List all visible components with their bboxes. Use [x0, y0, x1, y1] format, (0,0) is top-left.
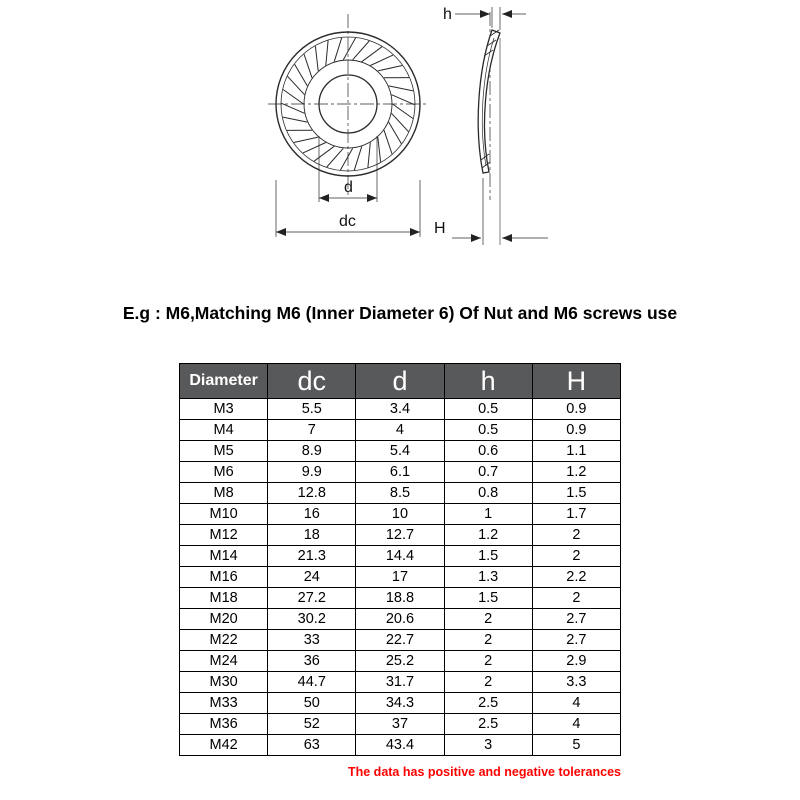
value-cell: 31.7 [356, 672, 444, 693]
dimension-H [434, 38, 548, 245]
diameter-cell: M33 [180, 693, 268, 714]
value-cell: 4 [532, 714, 620, 735]
washer-profile [478, 30, 500, 173]
serration-line [389, 122, 402, 144]
serration-line [353, 41, 370, 60]
diameter-cell: M20 [180, 609, 268, 630]
label-H: H [434, 220, 446, 237]
diameter-cell: M3 [180, 399, 268, 420]
side-view [478, 12, 500, 200]
serration-line [294, 137, 318, 142]
value-cell: 10 [356, 504, 444, 525]
diameter-cell: M30 [180, 672, 268, 693]
serration-line [389, 86, 414, 91]
value-cell: 2 [444, 630, 532, 651]
value-cell: 50 [268, 693, 356, 714]
washer-technical-drawing [0, 0, 800, 275]
serration-line [334, 38, 342, 62]
serration-line [283, 90, 303, 105]
value-cell: 8.5 [356, 483, 444, 504]
diameter-cell: M24 [180, 651, 268, 672]
value-cell: 37 [356, 714, 444, 735]
value-cell: 1.5 [444, 546, 532, 567]
value-cell: 43.4 [356, 735, 444, 756]
column-header-h: h [444, 364, 532, 399]
value-cell: 2 [532, 525, 620, 546]
diameter-cell: M16 [180, 567, 268, 588]
dimension-table [179, 363, 621, 756]
serration-line [392, 113, 409, 131]
value-cell: 22.7 [356, 630, 444, 651]
diameter-cell: M12 [180, 525, 268, 546]
value-cell: 1.7 [532, 504, 620, 525]
value-cell: 12.8 [268, 483, 356, 504]
value-cell: 1.5 [444, 588, 532, 609]
diameter-cell: M42 [180, 735, 268, 756]
diameter-cell: M4 [180, 420, 268, 441]
serration-line [343, 38, 355, 60]
value-cell: 8.9 [268, 441, 356, 462]
value-cell: 2 [532, 588, 620, 609]
value-cell: 12.7 [356, 525, 444, 546]
value-cell: 2 [444, 651, 532, 672]
table-row [180, 609, 621, 630]
table-row [180, 651, 621, 672]
label-d: d [344, 179, 353, 196]
diameter-cell: M8 [180, 483, 268, 504]
serration-line [393, 104, 413, 119]
value-cell: 2.5 [444, 693, 532, 714]
value-cell: 1 [444, 504, 532, 525]
front-view [268, 14, 428, 196]
value-cell: 2.5 [444, 714, 532, 735]
value-cell: 2 [532, 546, 620, 567]
value-cell: 14.4 [356, 546, 444, 567]
table-row [180, 420, 621, 441]
serration-line [314, 146, 334, 161]
value-cell: 21.3 [268, 546, 356, 567]
value-cell: 6.1 [356, 462, 444, 483]
value-cell: 7 [268, 420, 356, 441]
value-cell: 0.5 [444, 420, 532, 441]
table-row [180, 546, 621, 567]
column-header-dc: dc [268, 364, 356, 399]
column-header-diameter: Diameter [180, 364, 268, 399]
usage-note: E.g : M6,Matching M6 (Inner Diameter 6) Of Nut and M6 screws use [122, 303, 678, 323]
table-row [180, 525, 621, 546]
column-header-h: H [532, 364, 620, 399]
value-cell: 0.9 [532, 399, 620, 420]
value-cell: 2.7 [532, 609, 620, 630]
serration-line [304, 54, 312, 78]
diameter-cell: M14 [180, 546, 268, 567]
table-body [180, 399, 621, 756]
serration-line [315, 46, 318, 71]
diameter-cell: M5 [180, 441, 268, 462]
value-cell: 1.2 [444, 525, 532, 546]
table-row [180, 399, 621, 420]
value-cell: 63 [268, 735, 356, 756]
value-cell: 3.3 [532, 672, 620, 693]
serration-line [378, 66, 402, 71]
value-cell: 0.5 [444, 399, 532, 420]
diameter-cell: M36 [180, 714, 268, 735]
table-row [180, 462, 621, 483]
table-row [180, 567, 621, 588]
value-cell: 4 [532, 693, 620, 714]
column-header-d: d [356, 364, 444, 399]
value-cell: 0.6 [444, 441, 532, 462]
value-cell: 30.2 [268, 609, 356, 630]
table-row [180, 504, 621, 525]
table-row [180, 672, 621, 693]
diameter-cell: M18 [180, 588, 268, 609]
label-dc: dc [339, 213, 356, 230]
value-cell: 5.5 [268, 399, 356, 420]
value-cell: 2 [444, 609, 532, 630]
value-cell: 18 [268, 525, 356, 546]
value-cell: 1.5 [532, 483, 620, 504]
serration-line [340, 148, 352, 170]
diameter-cell: M6 [180, 462, 268, 483]
serration-line [303, 143, 326, 153]
serration-line [378, 137, 381, 162]
value-cell: 27.2 [268, 588, 356, 609]
table-row [180, 588, 621, 609]
value-cell: 36 [268, 651, 356, 672]
value-cell: 9.9 [268, 462, 356, 483]
value-cell: 1.3 [444, 567, 532, 588]
serration-line [384, 130, 392, 154]
serration-line [282, 103, 305, 113]
table-row [180, 693, 621, 714]
value-cell: 52 [268, 714, 356, 735]
value-cell: 18.8 [356, 588, 444, 609]
value-cell: 0.9 [532, 420, 620, 441]
value-cell: 3 [444, 735, 532, 756]
value-cell: 17 [356, 567, 444, 588]
serration-line [368, 143, 370, 168]
value-cell: 5 [532, 735, 620, 756]
value-cell: 1.2 [532, 462, 620, 483]
serration-line [354, 146, 362, 170]
table-row [180, 714, 621, 735]
value-cell: 2.9 [532, 651, 620, 672]
serration-line [295, 64, 308, 86]
dimension-h [443, 6, 526, 30]
serration-line [283, 117, 308, 122]
label-h: h [443, 6, 452, 23]
value-cell: 5.4 [356, 441, 444, 462]
value-cell: 2 [444, 672, 532, 693]
value-cell: 33 [268, 630, 356, 651]
value-cell: 2.7 [532, 630, 620, 651]
serration-line [392, 95, 415, 105]
value-cell: 25.2 [356, 651, 444, 672]
diameter-cell: M10 [180, 504, 268, 525]
serration-line [327, 148, 344, 167]
value-cell: 3.4 [356, 399, 444, 420]
value-cell: 2.2 [532, 567, 620, 588]
table-row [180, 483, 621, 504]
table-row [180, 441, 621, 462]
value-cell: 44.7 [268, 672, 356, 693]
serration-line [326, 41, 328, 66]
value-cell: 20.6 [356, 609, 444, 630]
value-cell: 24 [268, 567, 356, 588]
value-cell: 16 [268, 504, 356, 525]
value-cell: 1.1 [532, 441, 620, 462]
value-cell: 4 [356, 420, 444, 441]
table-row [180, 735, 621, 756]
value-cell: 34.3 [356, 693, 444, 714]
value-cell: 0.7 [444, 462, 532, 483]
diameter-cell: M22 [180, 630, 268, 651]
value-cell: 0.8 [444, 483, 532, 504]
serration-line [370, 55, 393, 65]
table-row [180, 630, 621, 651]
tolerance-note: The data has positive and negative tolerances [347, 765, 621, 779]
serration-line [362, 47, 382, 62]
table-header-row [180, 364, 621, 399]
serration-line [288, 76, 305, 94]
